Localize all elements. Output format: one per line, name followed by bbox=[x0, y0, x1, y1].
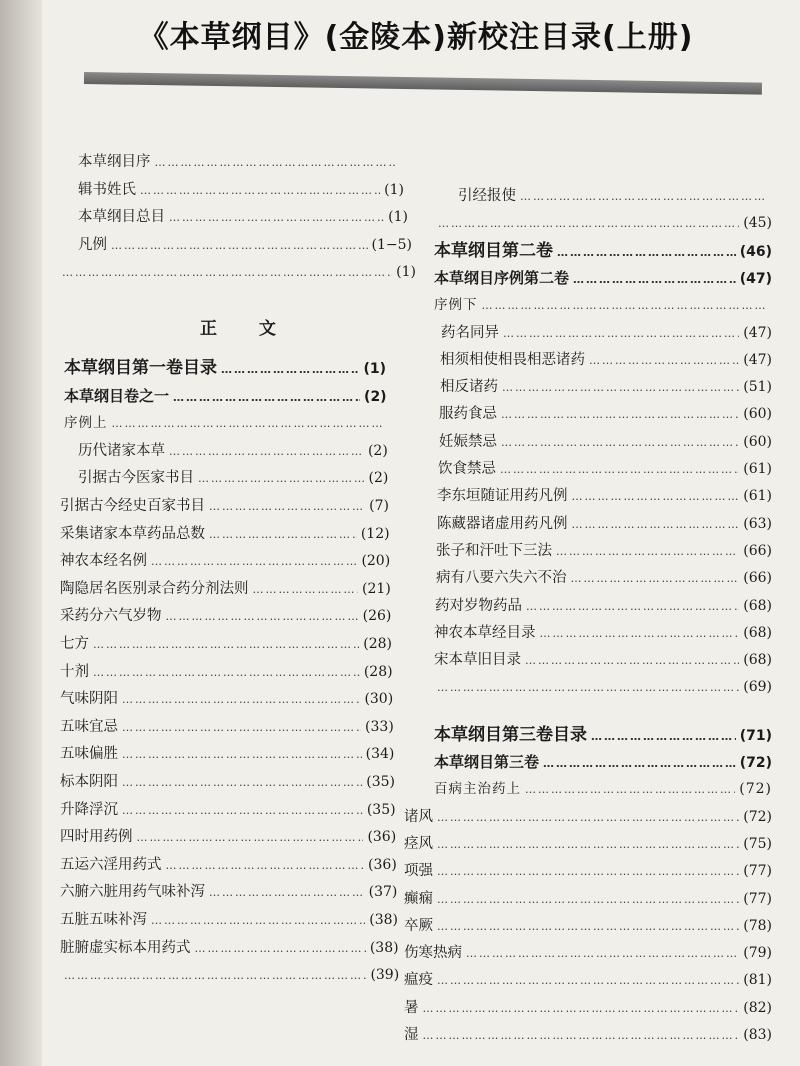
leader-dots bbox=[526, 595, 739, 619]
toc-entry bbox=[433, 675, 772, 699]
leader-dots bbox=[437, 833, 739, 857]
toc-entry bbox=[441, 321, 772, 345]
toc-entry-page: (35) bbox=[366, 774, 395, 790]
leader-dots bbox=[140, 179, 380, 203]
leader-dots bbox=[62, 261, 392, 285]
toc-entry-label: 陶隐居名医别录合药分剂法则 bbox=[60, 580, 249, 597]
toc-entry-label: 相须相使相畏相恶诸药 bbox=[440, 351, 585, 368]
toc-entry-page: (38) bbox=[369, 912, 398, 928]
toc-entry-label: 诸风 bbox=[404, 808, 433, 825]
toc-entry bbox=[436, 566, 772, 590]
toc-entry bbox=[404, 1023, 772, 1047]
leader-dots bbox=[525, 778, 735, 802]
leader-dots bbox=[466, 942, 739, 966]
toc-entry-page: (61) bbox=[743, 461, 772, 477]
toc-entry-page: (37) bbox=[368, 884, 398, 901]
leader-dots bbox=[557, 241, 736, 265]
leader-dots bbox=[591, 725, 736, 749]
toc-entry bbox=[404, 914, 772, 938]
toc-entry-page: (71) bbox=[739, 727, 772, 744]
toc-entry bbox=[58, 260, 416, 284]
leader-dots bbox=[525, 649, 739, 673]
toc-entry bbox=[78, 466, 388, 490]
toc-entry bbox=[78, 178, 404, 202]
toc-entry-page: (35) bbox=[366, 801, 396, 818]
toc-entry-page: (81) bbox=[743, 972, 772, 989]
toc-entry bbox=[440, 375, 772, 399]
toc-entry-page: (66) bbox=[743, 570, 772, 587]
toc-entry-page: (72) bbox=[739, 781, 772, 798]
leader-dots bbox=[112, 412, 384, 436]
toc-entry-page: (36) bbox=[367, 829, 397, 846]
leader-dots bbox=[155, 151, 397, 175]
leader-dots bbox=[209, 495, 365, 519]
toc-entry-label: 痉风 bbox=[404, 835, 433, 852]
main-text-heading: 正 文 bbox=[200, 319, 294, 339]
toc-entry-page: (63) bbox=[743, 515, 772, 532]
toc-entry-page: (47) bbox=[743, 324, 772, 341]
leader-dots bbox=[520, 185, 768, 209]
toc-entry bbox=[404, 941, 772, 965]
leader-dots bbox=[122, 743, 362, 767]
leader-dots bbox=[573, 268, 736, 292]
toc-entry-label: 本草纲目序例第二卷 bbox=[434, 268, 570, 287]
toc-entry-page: (7) bbox=[369, 498, 389, 514]
toc-entry-page: (69) bbox=[743, 679, 772, 696]
toc-entry-label: 药对岁物药品 bbox=[435, 597, 522, 614]
toc-entry bbox=[404, 996, 772, 1020]
toc-entry-page: (60) bbox=[743, 406, 772, 423]
toc-entry-page: (60) bbox=[743, 433, 772, 450]
toc-entry-page: (1−5) bbox=[371, 236, 412, 253]
toc-entry bbox=[434, 293, 772, 317]
toc-entry bbox=[437, 512, 772, 536]
toc-entry bbox=[404, 805, 772, 829]
toc-entry-label: 标本阴阳 bbox=[60, 774, 118, 790]
toc-entry-page: (68) bbox=[743, 597, 772, 614]
toc-entry bbox=[60, 742, 394, 766]
leader-dots bbox=[502, 376, 739, 400]
toc-entry bbox=[60, 577, 391, 601]
toc-entry bbox=[60, 660, 393, 684]
toc-entry bbox=[458, 184, 772, 208]
toc-entry-label: 历代诸家本草 bbox=[78, 442, 165, 459]
toc-entry bbox=[60, 798, 396, 822]
leader-dots bbox=[166, 854, 365, 878]
toc-entry-page: (66) bbox=[743, 542, 772, 559]
leader-dots bbox=[137, 826, 364, 850]
toc-entry-page: (45) bbox=[743, 215, 772, 232]
toc-entry-label: 湿 bbox=[404, 1027, 419, 1043]
toc-entry-page: (2) bbox=[367, 442, 388, 459]
page-title: 《本草纲目》(金陵本)新校注目录(上册) bbox=[138, 20, 694, 55]
toc-entry-page: (72) bbox=[739, 755, 772, 771]
toc-entry-page: (1) bbox=[363, 361, 386, 377]
leader-dots bbox=[122, 716, 361, 740]
toc-entry bbox=[404, 832, 772, 856]
toc-entry-label: 本草纲目序 bbox=[78, 154, 151, 170]
toc-entry bbox=[435, 594, 772, 618]
leader-dots bbox=[221, 358, 359, 382]
toc-entry-label: 病有八要六失六不治 bbox=[436, 570, 567, 587]
toc-entry-label: 张子和汗吐下三法 bbox=[436, 542, 552, 559]
leader-dots bbox=[482, 294, 769, 318]
toc-entry-label: 饮食禁忌 bbox=[438, 461, 496, 477]
toc-entry bbox=[434, 723, 772, 747]
leader-dots bbox=[437, 860, 739, 884]
toc-entry-label: 相反诸药 bbox=[440, 379, 498, 396]
leader-dots bbox=[64, 964, 366, 988]
leader-dots bbox=[423, 1024, 740, 1048]
toc-entry-page: (75) bbox=[743, 835, 772, 852]
toc-entry bbox=[434, 621, 772, 645]
toc-entry bbox=[60, 715, 394, 739]
toc-entry-page: (2) bbox=[368, 470, 389, 487]
toc-entry-label: 本草纲目第三卷 bbox=[434, 753, 540, 771]
toc-entry-label: 服药食忌 bbox=[439, 406, 497, 423]
toc-entry bbox=[60, 908, 398, 932]
toc-entry-label: 序例上 bbox=[64, 415, 108, 432]
toc-entry bbox=[434, 239, 772, 263]
toc-entry bbox=[64, 411, 387, 435]
leader-dots bbox=[437, 969, 739, 993]
toc-entry-page: (36) bbox=[368, 856, 397, 873]
toc-entry bbox=[78, 150, 400, 174]
toc-entry-page: (33) bbox=[365, 718, 394, 735]
toc-entry-label: 本草纲目卷之一 bbox=[64, 386, 170, 405]
toc-entry-label: 神农本经名例 bbox=[60, 553, 147, 570]
toc-entry-page: (2) bbox=[364, 388, 387, 405]
toc-entry bbox=[60, 549, 390, 573]
leader-dots bbox=[151, 550, 357, 574]
toc-entry-label: 十剂 bbox=[60, 663, 89, 680]
leader-dots bbox=[209, 881, 365, 905]
toc-entry-label: 百病主治药上 bbox=[434, 781, 521, 798]
toc-entry bbox=[439, 402, 772, 426]
toc-entry bbox=[78, 439, 388, 463]
toc-entry-label: 采药分六气岁物 bbox=[60, 608, 162, 625]
toc-entry bbox=[60, 853, 397, 877]
leader-dots bbox=[438, 212, 739, 236]
toc-entry-label: 采集诸家本草药品总数 bbox=[60, 525, 205, 542]
toc-entry bbox=[60, 825, 396, 849]
leader-dots bbox=[253, 578, 359, 602]
toc-entry bbox=[64, 384, 387, 408]
leader-dots bbox=[572, 513, 740, 537]
toc-entry bbox=[78, 205, 408, 229]
leader-dots bbox=[543, 752, 736, 776]
leader-dots bbox=[437, 888, 739, 912]
leader-dots bbox=[572, 485, 740, 509]
leader-dots bbox=[437, 915, 739, 939]
leader-dots bbox=[503, 322, 739, 346]
leader-dots bbox=[173, 386, 360, 410]
leader-dots bbox=[540, 622, 740, 646]
leader-dots bbox=[93, 633, 359, 657]
toc-entry-page: (1) bbox=[384, 181, 404, 198]
toc-entry-page: (46) bbox=[739, 243, 772, 260]
toc-entry-page: (72) bbox=[743, 808, 772, 825]
toc-entry-label: 项强 bbox=[404, 863, 433, 880]
toc-entry-page: (26) bbox=[362, 608, 392, 625]
toc-entry-page: (21) bbox=[362, 580, 391, 597]
toc-entry bbox=[434, 648, 772, 672]
leader-dots bbox=[437, 806, 739, 830]
toc-entry-label: 引经报使 bbox=[458, 188, 516, 204]
leader-dots bbox=[169, 440, 364, 464]
toc-entry-label: 凡例 bbox=[78, 236, 107, 253]
leader-dots bbox=[122, 688, 360, 712]
toc-entry bbox=[434, 777, 772, 801]
toc-entry-page: (28) bbox=[363, 636, 392, 652]
toc-entry bbox=[60, 880, 397, 904]
toc-entry-page: (1) bbox=[388, 209, 408, 225]
toc-entry bbox=[60, 963, 399, 987]
leader-dots bbox=[195, 937, 366, 961]
toc-entry-label: 引据古今医家书目 bbox=[78, 470, 194, 487]
toc-entry-page: (83) bbox=[743, 1027, 772, 1043]
toc-entry-page: (39) bbox=[370, 967, 400, 984]
toc-entry-label: 五脏五味补泻 bbox=[60, 912, 147, 928]
toc-entry-label: 妊娠禁忌 bbox=[439, 433, 497, 450]
toc-entry bbox=[436, 539, 772, 563]
toc-entry bbox=[78, 233, 412, 257]
toc-entry-label: 六腑六脏用药气味补泻 bbox=[60, 884, 205, 901]
toc-entry-label: 伤寒热病 bbox=[404, 945, 462, 962]
toc-entry-page: (12) bbox=[360, 525, 390, 542]
toc-entry-page: (1) bbox=[396, 264, 416, 280]
leader-dots bbox=[571, 567, 740, 591]
toc-entry bbox=[434, 750, 772, 774]
toc-entry bbox=[440, 348, 772, 372]
leader-dots bbox=[93, 661, 360, 685]
toc-entry-page: (77) bbox=[743, 890, 772, 907]
toc-entry-page: (34) bbox=[365, 746, 395, 763]
toc-entry-label: 神农本草经目录 bbox=[434, 624, 536, 641]
toc-entry-page: (38) bbox=[369, 939, 399, 956]
toc-entry-label: 瘟疫 bbox=[404, 972, 433, 989]
toc-entry-label: 七方 bbox=[60, 636, 89, 652]
toc-entry-label: 药名同异 bbox=[441, 324, 499, 341]
toc-entry-page: (77) bbox=[743, 863, 772, 880]
toc-entry-label: 李东垣随证用药凡例 bbox=[437, 488, 568, 505]
toc-entry-page: (20) bbox=[361, 553, 391, 570]
leader-dots bbox=[209, 523, 357, 547]
toc-entry-label: 卒厥 bbox=[404, 917, 433, 934]
toc-entry bbox=[404, 887, 772, 911]
toc-entry-label: 升降浮沉 bbox=[60, 801, 118, 818]
leader-dots bbox=[111, 234, 368, 258]
toc-entry-label: 本草纲目第二卷 bbox=[434, 240, 553, 261]
toc-entry-label: 气味阴阳 bbox=[60, 691, 118, 708]
toc-entry bbox=[404, 968, 772, 992]
toc-entry bbox=[404, 859, 772, 883]
leader-dots bbox=[122, 771, 362, 795]
toc-entry bbox=[60, 604, 391, 628]
leader-dots bbox=[556, 540, 739, 564]
toc-entry-page: (28) bbox=[363, 663, 393, 680]
toc-entry-label: 引据古今经史百家书目 bbox=[60, 498, 205, 514]
toc-entry-label: 本草纲目第三卷目录 bbox=[434, 724, 587, 745]
toc-entry-label: 序例下 bbox=[434, 297, 478, 314]
toc-entry-page: (78) bbox=[743, 917, 772, 934]
toc-entry bbox=[438, 457, 772, 481]
toc-entry-page: (47) bbox=[739, 270, 772, 287]
toc-entry bbox=[64, 356, 386, 380]
leader-dots bbox=[501, 403, 739, 427]
page-gutter-shadow bbox=[0, 0, 42, 1066]
toc-entry-page: (30) bbox=[364, 691, 394, 708]
leader-dots bbox=[198, 467, 365, 491]
toc-entry bbox=[434, 266, 772, 290]
toc-entry-page: (47) bbox=[743, 351, 772, 368]
toc-entry-label: 本草纲目总目 bbox=[78, 209, 165, 225]
toc-entry-label: 暑 bbox=[404, 999, 419, 1016]
leader-dots bbox=[166, 605, 359, 629]
toc-entry bbox=[60, 522, 390, 546]
toc-entry-label: 脏腑虚实标本用药式 bbox=[60, 939, 191, 956]
leader-dots bbox=[500, 458, 739, 482]
toc-entry-label: 辑书姓氏 bbox=[78, 181, 136, 198]
toc-entry bbox=[60, 687, 393, 711]
toc-entry-page: (68) bbox=[743, 624, 772, 641]
toc-entry bbox=[434, 211, 772, 235]
leader-dots bbox=[501, 431, 739, 455]
toc-entry bbox=[439, 430, 772, 454]
toc-entry-page: (51) bbox=[743, 379, 772, 396]
toc-entry-label: 本草纲目第一卷目录 bbox=[64, 358, 217, 378]
toc-entry bbox=[60, 494, 389, 518]
toc-entry-page: (68) bbox=[743, 652, 772, 669]
toc-entry-label: 癫痫 bbox=[404, 890, 433, 907]
leader-dots bbox=[169, 206, 384, 230]
leader-dots bbox=[437, 676, 739, 700]
toc-entry-label: 陈藏器诸虚用药凡例 bbox=[437, 515, 568, 532]
toc-entry bbox=[60, 770, 395, 794]
leader-dots bbox=[151, 909, 365, 933]
toc-entry-label: 四时用药例 bbox=[60, 829, 133, 846]
leader-dots bbox=[589, 349, 739, 373]
toc-entry-label: 五味宜忌 bbox=[60, 718, 118, 735]
toc-entry-label: 五运六淫用药式 bbox=[60, 856, 162, 873]
toc-entry bbox=[60, 632, 392, 656]
toc-entry bbox=[60, 936, 399, 960]
toc-entry-page: (79) bbox=[743, 945, 772, 962]
leader-dots bbox=[423, 997, 740, 1021]
toc-entry bbox=[437, 484, 772, 508]
toc-entry-page: (61) bbox=[743, 488, 772, 505]
toc-entry-label: 五味偏胜 bbox=[60, 746, 118, 763]
toc-entry-label: 宋本草旧目录 bbox=[434, 652, 521, 669]
leader-dots bbox=[122, 799, 363, 823]
toc-entry-page: (82) bbox=[743, 999, 772, 1016]
